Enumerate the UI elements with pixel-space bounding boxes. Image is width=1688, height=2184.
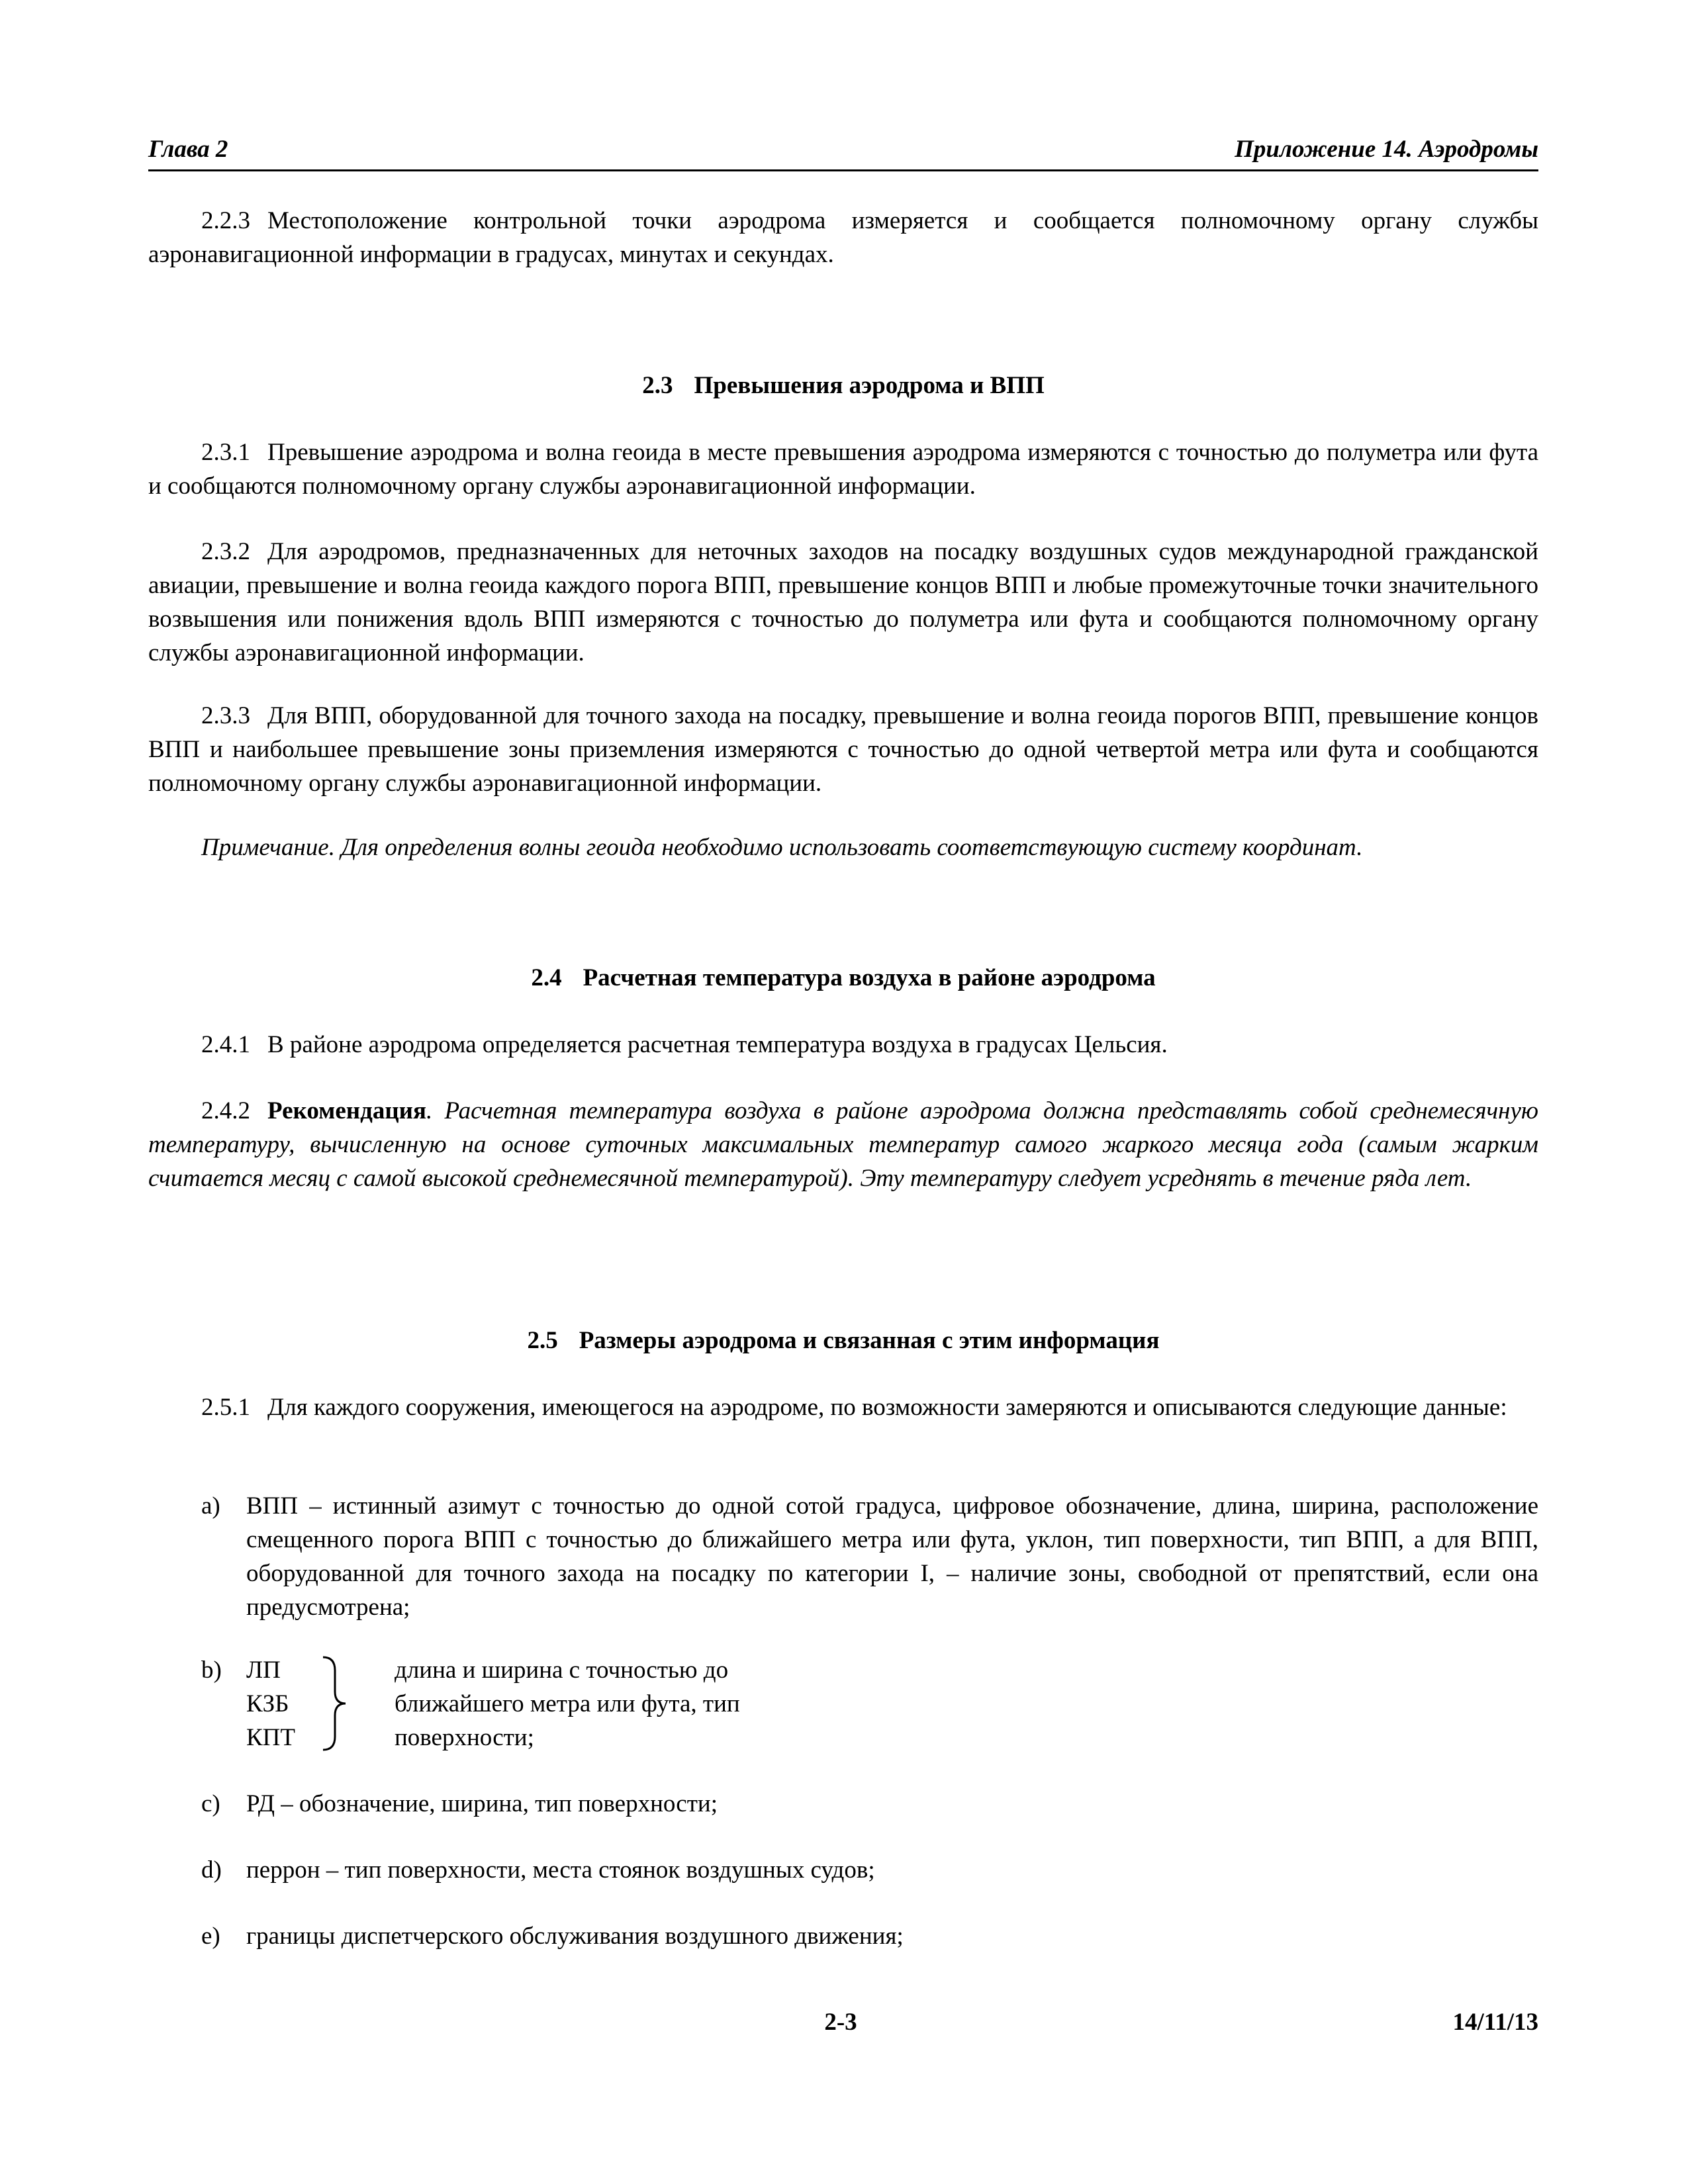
section-title: Превышения аэродрома и ВПП [694, 372, 1045, 399]
label-separator: . [426, 1097, 445, 1124]
paragraph-2-4-2 [148, 1094, 1538, 1195]
section-title: Расчетная температура воздуха в районе аэродрома [583, 964, 1156, 991]
paragraph-number: 2.4.1 [201, 1031, 250, 1058]
paragraph-text: Превышение аэродрома и волна геоида в месте превышения аэродрома измеряются с точностью до полуметра или фута и сообщаются полномочному органу службы аэронавигационной информации. [148, 439, 1538, 500]
section-heading-2-4 [148, 961, 1538, 995]
list-letter-e: e) [201, 1923, 220, 1950]
list-b-abbrev-3: КПТ [246, 1724, 295, 1751]
paragraph-2-3-1 [148, 435, 1538, 503]
list-item-d: перрон – тип поверхности, места стоянок воздушных судов; [246, 1856, 875, 1884]
list-item-c: РД – обозначение, ширина, тип поверхности; [246, 1790, 718, 1817]
list-b-desc-3: поверхности; [395, 1724, 534, 1751]
paragraph-number: 2.3.1 [201, 439, 250, 466]
amendment-date: 14/11/13 [1452, 2009, 1538, 2036]
section-number: 2.5 [527, 1327, 558, 1354]
chapter-label: Глава 2 [148, 136, 228, 163]
section-heading-2-5 [148, 1324, 1538, 1357]
paragraph-text: Для ВПП, оборудованной для точного захода на посадку, превышение и волна геоида порогов ВПП, превышение концов ВПП и наибольшее превышение зоны приземления измеряются с точностью до одной четвертой метра или фута и сообщаются полномочному органу службы аэронавигационной информации. [148, 702, 1538, 797]
paragraph-number: 2.3.3 [201, 702, 250, 729]
paragraph-number: 2.3.2 [201, 538, 250, 565]
paragraph-text: Для каждого сооружения, имеющегося на аэродроме, по возможности замеряются и описываются следующие данные: [267, 1394, 1507, 1421]
list-b-abbrev-2: КЗБ [246, 1690, 289, 1717]
curly-brace-icon [316, 1653, 356, 1754]
paragraph-number: 2.4.2 [201, 1097, 250, 1124]
section-heading-2-3 [148, 369, 1538, 402]
list-b-desc-2: ближайшего метра или фута, тип [395, 1690, 740, 1717]
page-header [148, 130, 1538, 171]
section-number: 2.4 [531, 964, 562, 991]
list-letter-b: b) [201, 1657, 222, 1684]
list-b-desc-1: длина и ширина с точностью до [395, 1657, 729, 1684]
paragraph-text: Расчетная температура воздуха в районе аэродрома должна представлять собой среднемесячную температуру, вычисленную на основе суточных максимальных температур самого жаркого месяца года (самым жарким считается месяц с самой высокой среднемесячной температурой). Эту температуру следует усреднять в течение ряда лет. [148, 1097, 1538, 1192]
paragraph-2-2-3 [148, 204, 1538, 271]
paragraph-text: Для аэродромов, предназначенных для неточных заходов на посадку воздушных судов международной гражданской авиации, превышение и волна геоида каждого порога ВПП, превышение концов ВПП и любые промежуточные точки значительного возвышения или понижения вдоль ВПП измеряются с точностью до полуметра или фута и сообщаются полномочному органу службы аэронавигационной информации. [148, 538, 1538, 666]
paragraph-number: 2.2.3 [201, 207, 250, 234]
list-item-a: ВПП – истинный азимут с точностью до одной сотой градуса, цифровое обозначение, длина, ширина, расположение смещенного порога ВПП с точностью до ближайшего метра или фута, уклон, тип поверхности, тип ВПП, а для ВПП, оборудованной для точного захода на посадку по категории I, – наличие зоны, свободной от препятствий, если она предусмотрена; [246, 1492, 1538, 1621]
section-number: 2.3 [642, 372, 673, 399]
paragraph-text: Местоположение контрольной точки аэродрома измеряется и сообщается полномочному органу службы аэронавигационной информации в градусах, минутах и секундах. [148, 207, 1538, 268]
page-number: 2-3 [824, 2009, 857, 2036]
list-item-e: границы диспетчерского обслуживания воздушного движения; [246, 1923, 904, 1950]
paragraph-2-3-3 [148, 699, 1538, 800]
list-letter-a: a) [201, 1492, 220, 1520]
paragraph-text: В районе аэродрома определяется расчетная температура воздуха в градусах Цельсия. [267, 1031, 1168, 1058]
list-letter-d: d) [201, 1856, 222, 1884]
section-title: Размеры аэродрома и связанная с этим информация [579, 1327, 1160, 1354]
list-letter-c: c) [201, 1790, 220, 1817]
annex-title: Приложение 14. Аэродромы [1235, 136, 1538, 163]
paragraph-2-3-2 [148, 535, 1538, 670]
paragraph-number: 2.5.1 [201, 1394, 250, 1421]
note-2-3-3: Примечание. Для определения волны геоида необходимо использовать соответствующую систему координат. [201, 834, 1363, 861]
recommendation-label: Рекомендация [267, 1097, 426, 1124]
paragraph-2-5-1 [148, 1390, 1538, 1424]
paragraph-2-4-1 [148, 1028, 1538, 1062]
list-b-abbrev-1: ЛП [246, 1657, 281, 1684]
